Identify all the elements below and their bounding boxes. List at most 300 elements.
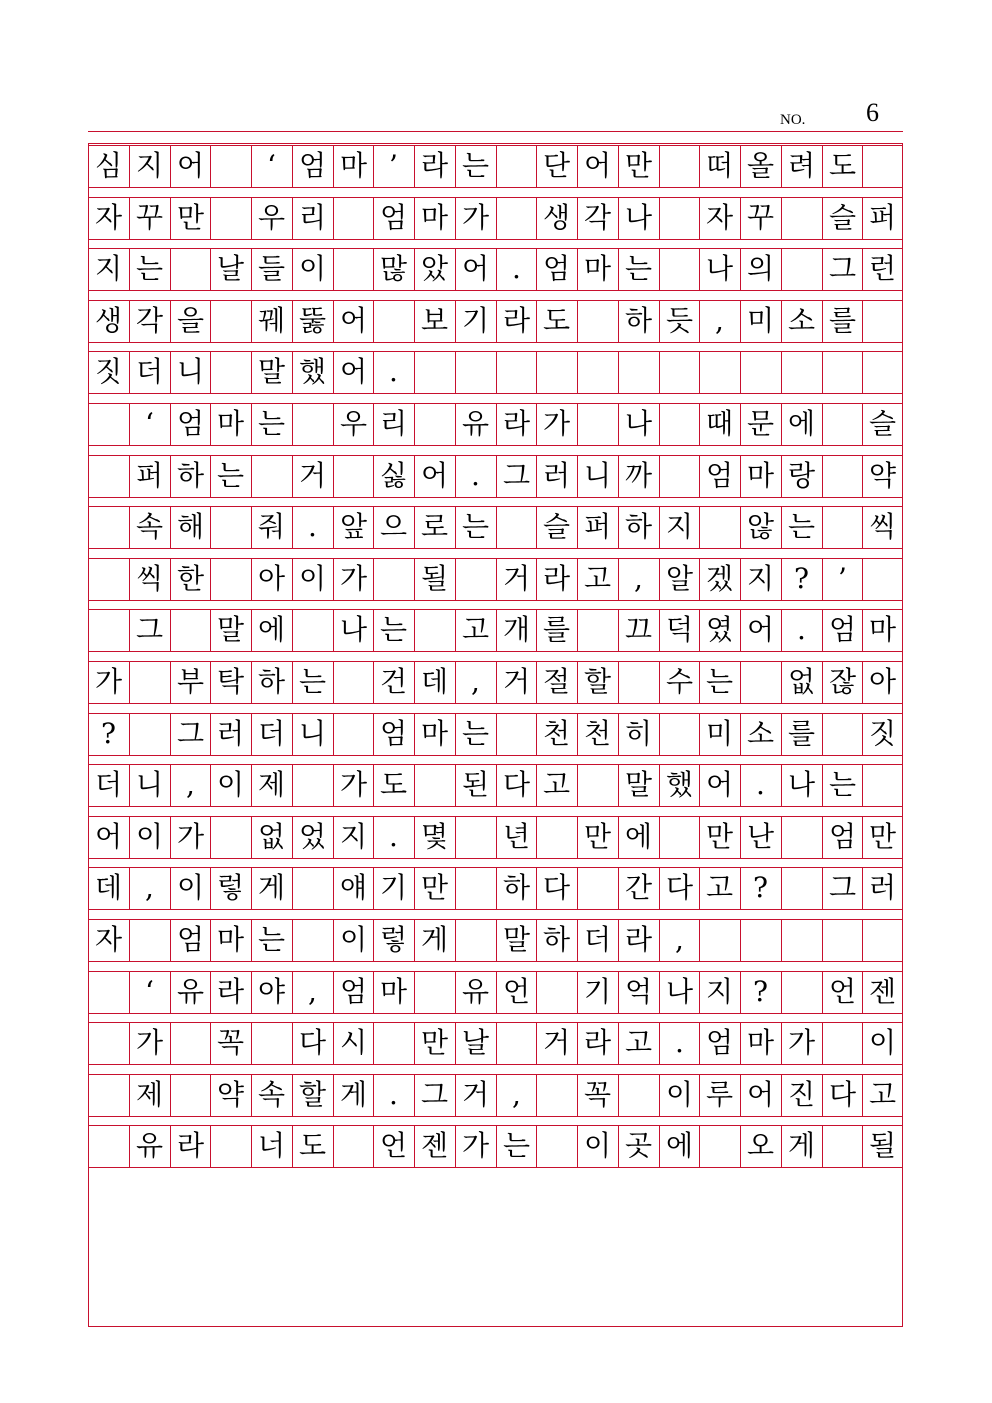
manuscript-cell: 억 [624,975,653,1008]
row-line [88,600,903,601]
manuscript-cell: 거 [461,1078,490,1111]
manuscript-cell [740,919,781,961]
manuscript-cell: 엄 [542,252,571,285]
manuscript-cell [618,351,659,393]
manuscript-cell: 니 [298,717,327,750]
manuscript-cell [659,351,700,393]
manuscript-cell: 보 [420,304,449,337]
manuscript-cell: 지 [746,562,775,595]
manuscript-cell [659,248,700,290]
manuscript-cell: 고 [583,562,612,595]
manuscript-cell: 었 [298,820,327,853]
manuscript-cell: 진 [787,1078,816,1111]
manuscript-row [88,506,903,548]
manuscript-cell: 유 [461,407,490,440]
manuscript-cell: 마 [746,459,775,492]
manuscript-cell: 더 [94,768,123,801]
manuscript-cell [781,919,822,961]
manuscript-cell [496,506,537,548]
manuscript-cell: 이 [176,871,205,904]
manuscript-cell: 리 [298,201,327,234]
manuscript-cell: 엄 [176,407,205,440]
manuscript-cell [699,351,740,393]
manuscript-cell: 엄 [705,1026,734,1059]
manuscript-cell: 러 [216,717,245,750]
manuscript-cell: 러 [542,459,571,492]
manuscript-cell: 이 [298,252,327,285]
manuscript-cell: 게 [787,1129,816,1162]
row-line [88,703,903,704]
manuscript-cell [781,971,822,1013]
manuscript-row [88,300,903,342]
manuscript-cell: 니 [583,459,612,492]
row-line [88,909,903,910]
manuscript-cell: . [389,820,398,853]
manuscript-cell: 알 [665,562,694,595]
manuscript-cell: 에 [624,820,653,853]
manuscript-cell: 는 [135,252,164,285]
manuscript-cell [129,713,170,755]
manuscript-cell: 하 [542,923,571,956]
manuscript-cell: 유 [176,975,205,1008]
manuscript-cell: 데 [420,665,449,698]
manuscript-cell: 라 [624,923,653,956]
manuscript-cell: 곳 [624,1129,653,1162]
manuscript-cell: 탁 [216,665,245,698]
manuscript-cell [210,300,251,342]
manuscript-cell [781,197,822,239]
manuscript-cell [822,713,863,755]
manuscript-cell: 하 [257,665,286,698]
manuscript-cell [373,300,414,342]
manuscript-cell [822,506,863,548]
manuscript-cell: 다 [502,768,531,801]
manuscript-cell: 그 [828,871,857,904]
manuscript-cell: . [471,459,480,492]
manuscript-cell [699,506,740,548]
manuscript-row [88,145,903,187]
manuscript-cell: 해 [176,510,205,543]
manuscript-cell [292,867,333,909]
row-line [88,755,903,756]
manuscript-cell: 히 [624,717,653,750]
manuscript-cell [292,609,333,651]
manuscript-cell [862,558,903,600]
manuscript-cell: ‘ [145,975,154,1008]
manuscript-cell: 많 [379,252,408,285]
row-line [88,1116,903,1117]
manuscript-cell: 그 [420,1078,449,1111]
manuscript-cell: 건 [379,665,408,698]
header-rule [88,131,903,132]
manuscript-cell [333,713,374,755]
manuscript-cell [210,1125,251,1167]
manuscript-cell [781,816,822,858]
row-line [88,1167,903,1168]
manuscript-cell: 제 [135,1078,164,1111]
manuscript-cell [577,300,618,342]
manuscript-cell: 려 [787,149,816,182]
manuscript-cell: 자 [94,201,123,234]
manuscript-cell: 라 [542,562,571,595]
manuscript-cell [414,971,455,1013]
manuscript-cell: 를 [828,304,857,337]
manuscript-cell: 는 [461,717,490,750]
manuscript-cell: 제 [257,768,286,801]
manuscript-cell [862,919,903,961]
manuscript-cell: 으 [379,510,408,543]
manuscript-cell: 가 [339,768,368,801]
manuscript-cell: 더 [135,355,164,388]
manuscript-cell: 떠 [705,149,734,182]
manuscript-cell: , [512,1078,521,1111]
manuscript-cell: ? [752,975,768,1008]
manuscript-row [88,867,903,909]
manuscript-cell: 심 [94,149,123,182]
manuscript-cell: 될 [868,1129,897,1162]
manuscript-cell: 퍼 [583,510,612,543]
manuscript-cell: 퍼 [868,201,897,234]
manuscript-cell: 들 [257,252,286,285]
manuscript-cell [536,351,577,393]
manuscript-cell: 유 [135,1129,164,1162]
manuscript-cell: 자 [94,923,123,956]
manuscript-cell: 씩 [868,510,897,543]
manuscript-cell [455,351,496,393]
manuscript-cell: 게 [257,871,286,904]
manuscript-cell: 가 [94,665,123,698]
manuscript-cell: 지 [94,252,123,285]
manuscript-cell: , [186,768,195,801]
manuscript-cell: 않 [746,510,775,543]
manuscript-cell: 엄 [339,975,368,1008]
manuscript-cell: 년 [502,820,531,853]
manuscript-cell: 때 [705,407,734,440]
manuscript-cell: 그 [502,459,531,492]
manuscript-cell: 그 [135,613,164,646]
manuscript-cell: 각 [135,304,164,337]
manuscript-row [88,971,903,1013]
manuscript-cell: 도 [379,768,408,801]
manuscript-cell [251,455,292,497]
manuscript-cell: 퍼 [135,459,164,492]
manuscript-cell: 이 [216,768,245,801]
manuscript-cell: 날 [461,1026,490,1059]
manuscript-cell: 만 [705,820,734,853]
manuscript-cell: 뚫 [298,304,327,337]
manuscript-cell: 마 [379,975,408,1008]
manuscript-cell: 만 [176,201,205,234]
manuscript-cell: 고 [705,871,734,904]
manuscript-row [88,713,903,755]
manuscript-cell: 언 [828,975,857,1008]
manuscript-cell [822,455,863,497]
manuscript-cell: 게 [420,923,449,956]
manuscript-cell: 기 [379,871,408,904]
manuscript-cell: 라 [502,407,531,440]
manuscript-cell: 라 [502,304,531,337]
manuscript-cell: 에 [787,407,816,440]
manuscript-cell: 더 [257,717,286,750]
manuscript-cell: 어 [339,304,368,337]
manuscript-cell: 를 [787,717,816,750]
manuscript-cell: ? [793,562,809,595]
manuscript-row [88,1125,903,1167]
manuscript-cell: 수 [665,665,694,698]
manuscript-cell [822,351,863,393]
manuscript-cell: 까 [624,459,653,492]
manuscript-cell: 올 [746,149,775,182]
row-line [88,858,903,859]
manuscript-cell: 어 [420,459,449,492]
manuscript-cell: 시 [339,1026,368,1059]
manuscript-cell: 절 [542,665,571,698]
manuscript-cell: , [471,665,480,698]
manuscript-cell: 소 [746,717,775,750]
manuscript-cell: 이 [298,562,327,595]
manuscript-cell [618,1074,659,1116]
manuscript-row [88,351,903,393]
manuscript-cell: 짓 [868,717,897,750]
manuscript-cell: 다 [298,1026,327,1059]
manuscript-cell: 천 [583,717,612,750]
manuscript-cell: 언 [502,975,531,1008]
manuscript-cell [88,609,129,651]
manuscript-cell: 이 [665,1078,694,1111]
manuscript-cell [170,1022,211,1064]
manuscript-cell: 했 [298,355,327,388]
manuscript-cell: 나 [787,768,816,801]
manuscript-cell: 겠 [705,562,734,595]
manuscript-cell: 언 [379,1129,408,1162]
manuscript-cell: 그 [828,252,857,285]
manuscript-cell: 슬 [868,407,897,440]
manuscript-cell: , [308,975,317,1008]
manuscript-cell: 리 [379,407,408,440]
manuscript-cell [333,248,374,290]
manuscript-cell [373,1022,414,1064]
manuscript-cell: 렇 [379,923,408,956]
manuscript-cell [333,661,374,703]
manuscript-cell: ‘ [145,407,154,440]
manuscript-cell: 라 [176,1129,205,1162]
manuscript-cell: , [715,304,724,337]
manuscript-cell: 는 [624,252,653,285]
manuscript-cell [577,764,618,806]
manuscript-cell [88,971,129,1013]
manuscript-cell [740,351,781,393]
manuscript-cell [659,455,700,497]
manuscript-cell [822,1125,863,1167]
manuscript-cell: 생 [542,201,571,234]
manuscript-cell: 너 [257,1129,286,1162]
manuscript-cell [210,351,251,393]
manuscript-cell: 지 [665,510,694,543]
manuscript-cell [536,1074,577,1116]
manuscript-cell: 을 [176,304,205,337]
manuscript-cell: 단 [542,149,571,182]
manuscript-cell [699,1125,740,1167]
manuscript-cell: 엄 [298,149,327,182]
manuscript-cell: 만 [420,1026,449,1059]
manuscript-cell: 에 [257,613,286,646]
manuscript-cell [210,197,251,239]
row-line [88,806,903,807]
manuscript-cell: 생 [94,304,123,337]
manuscript-cell [455,558,496,600]
manuscript-cell: 는 [298,665,327,698]
manuscript-cell: 젠 [868,975,897,1008]
manuscript-cell: 이 [583,1129,612,1162]
manuscript-cell [659,145,700,187]
manuscript-cell: 니 [135,768,164,801]
manuscript-cell: 나 [705,252,734,285]
manuscript-cell: ? [100,717,116,750]
manuscript-cell: 꿰 [257,304,286,337]
manuscript-cell [373,558,414,600]
manuscript-cell: 엄 [176,923,205,956]
manuscript-cell [536,816,577,858]
manuscript-cell: 엄 [705,459,734,492]
manuscript-cell: 슬 [828,201,857,234]
manuscript-cell: 어 [94,820,123,853]
manuscript-cell: ‘ [267,149,276,182]
manuscript-row [88,816,903,858]
manuscript-cell: 엄 [828,820,857,853]
manuscript-cell: 가 [787,1026,816,1059]
manuscript-cell: 오 [746,1129,775,1162]
manuscript-cell: 마 [583,252,612,285]
manuscript-cell: 고 [624,1026,653,1059]
manuscript-cell: , [675,923,684,956]
manuscript-cell [699,919,740,961]
manuscript-cell: 문 [746,407,775,440]
row-line [88,497,903,498]
row-line [88,651,903,652]
manuscript-cell: 마 [420,201,449,234]
manuscript-row [88,403,903,445]
manuscript-cell: 루 [705,1078,734,1111]
manuscript-cell [170,1074,211,1116]
manuscript-cell: 가 [542,407,571,440]
manuscript-cell: ? [752,871,768,904]
manuscript-cell [781,867,822,909]
manuscript-cell: 다 [828,1078,857,1111]
manuscript-cell [496,197,537,239]
manuscript-cell [88,1125,129,1167]
manuscript-cell: 씩 [135,562,164,595]
manuscript-cell: 런 [868,252,897,285]
manuscript-cell: 젠 [420,1129,449,1162]
manuscript-cell: 듯 [665,304,694,337]
manuscript-cell: 말 [216,613,245,646]
manuscript-cell: 마 [746,1026,775,1059]
manuscript-cell: 우 [339,407,368,440]
manuscript-cell: 그 [176,717,205,750]
manuscript-cell: . [389,355,398,388]
manuscript-cell: 미 [746,304,775,337]
manuscript-cell: 도 [828,149,857,182]
manuscript-cell: 였 [705,613,734,646]
manuscript-row [88,661,903,703]
manuscript-cell: 얘 [339,871,368,904]
manuscript-cell [88,455,129,497]
manuscript-cell: 말 [502,923,531,956]
manuscript-cell [170,248,211,290]
manuscript-cell [88,1022,129,1064]
manuscript-cell: 마 [216,923,245,956]
manuscript-cell: 자 [705,201,734,234]
manuscript-cell: 엄 [828,613,857,646]
manuscript-cell: 어 [339,355,368,388]
row-line [88,239,903,240]
manuscript-cell: 만 [868,820,897,853]
manuscript-cell: 랑 [787,459,816,492]
manuscript-cell: 앞 [339,510,368,543]
manuscript-cell: 슬 [542,510,571,543]
manuscript-cell: 할 [583,665,612,698]
manuscript-cell: ’ [389,149,398,182]
manuscript-cell: 줘 [257,510,286,543]
manuscript-cell: 를 [542,613,571,646]
manuscript-cell: 는 [257,923,286,956]
manuscript-cell [496,351,537,393]
manuscript-cell: 지 [705,975,734,1008]
manuscript-row [88,1074,903,1116]
manuscript-cell: 어 [746,613,775,646]
manuscript-cell: 짓 [94,355,123,388]
manuscript-cell: 싫 [379,459,408,492]
manuscript-cell [659,197,700,239]
manuscript-cell [659,816,700,858]
manuscript-cell [822,1022,863,1064]
manuscript-cell: 엄 [379,717,408,750]
manuscript-cell: 이 [868,1026,897,1059]
manuscript-cell: 가 [461,201,490,234]
manuscript-cell [577,351,618,393]
manuscript-cell: 야 [257,975,286,1008]
manuscript-cell [88,403,129,445]
manuscript-cell: 도 [298,1129,327,1162]
manuscript-cell [88,506,129,548]
manuscript-cell: 하 [624,510,653,543]
manuscript-cell: 라 [216,975,245,1008]
manuscript-cell [862,145,903,187]
manuscript-cell [577,609,618,651]
manuscript-cell [129,919,170,961]
manuscript-cell [414,764,455,806]
manuscript-cell [781,248,822,290]
manuscript-row [88,197,903,239]
manuscript-cell: 마 [339,149,368,182]
manuscript-cell: 천 [542,717,571,750]
manuscript-cell [251,1022,292,1064]
manuscript-cell: 어 [176,149,205,182]
manuscript-cell: 만 [420,871,449,904]
manuscript-cell [292,919,333,961]
manuscript-cell: 는 [705,665,734,698]
manuscript-cell: 라 [420,149,449,182]
manuscript-cell: 거 [502,665,531,698]
manuscript-cell: 도 [542,304,571,337]
manuscript-cell [455,867,496,909]
manuscript-cell: 어 [746,1078,775,1111]
manuscript-cell [333,197,374,239]
manuscript-cell: 어 [705,768,734,801]
manuscript-cell [170,609,211,651]
manuscript-cell [536,971,577,1013]
manuscript-cell: 아 [868,665,897,698]
